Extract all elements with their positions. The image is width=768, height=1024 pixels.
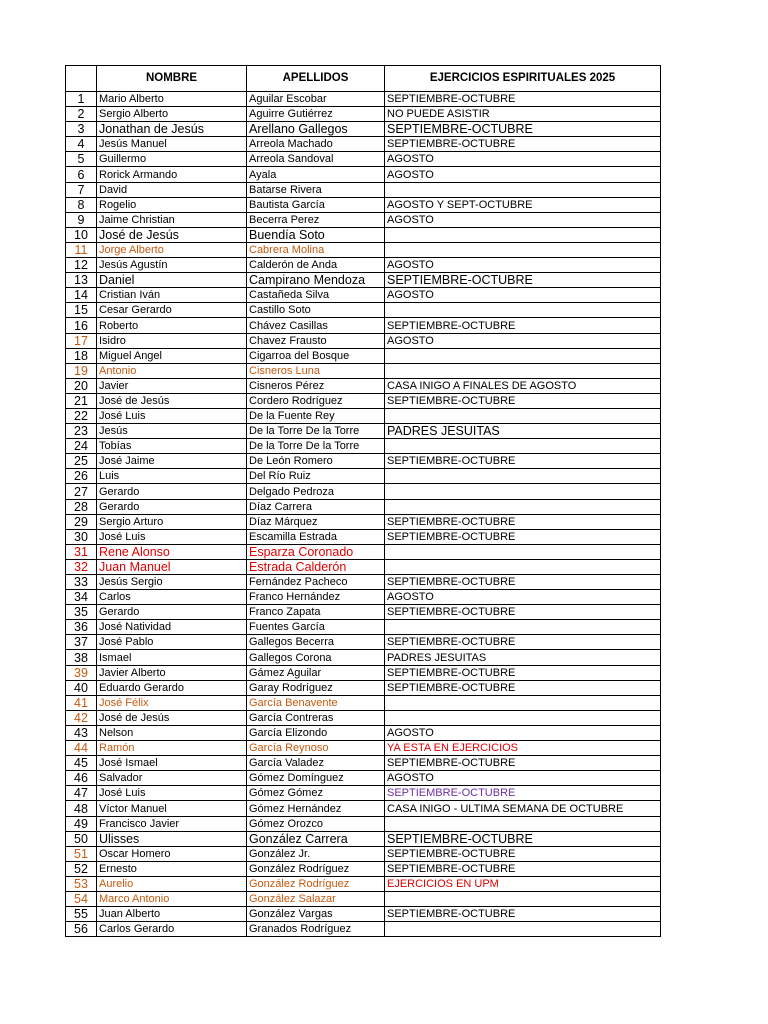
ejercicios-cell[interactable]: EJERCICIOS EN UPM (385, 876, 661, 891)
row-number-cell[interactable]: 50 (66, 831, 97, 846)
row-number-cell[interactable]: 13 (66, 273, 97, 288)
nombre-cell[interactable]: Daniel (97, 273, 247, 288)
apellidos-cell[interactable]: Arellano Gallegos (247, 122, 385, 137)
nombre-cell[interactable]: José Pablo (97, 635, 247, 650)
ejercicios-cell[interactable]: AGOSTO (385, 288, 661, 303)
ejercicios-cell[interactable] (385, 695, 661, 710)
row-number-cell[interactable]: 21 (66, 393, 97, 408)
nombre-cell[interactable]: José Luis (97, 408, 247, 423)
nombre-cell[interactable]: Guillermo (97, 152, 247, 167)
nombre-cell[interactable]: Tobías (97, 439, 247, 454)
apellidos-cell[interactable]: García Benavente (247, 695, 385, 710)
table-row (66, 861, 661, 876)
table-row (66, 620, 661, 635)
nombre-cell[interactable]: Jesús Manuel (97, 137, 247, 152)
table-row (66, 273, 661, 288)
nombre-cell[interactable]: José Luis (97, 529, 247, 544)
nombre-cell[interactable]: Jesús (97, 424, 247, 439)
ejercicios-cell[interactable]: SEPTIEMBRE-OCTUBRE (385, 393, 661, 408)
ejercicios-cell[interactable]: SEPTIEMBRE-OCTUBRE (385, 846, 661, 861)
apellidos-cell[interactable]: Chavez Frausto (247, 333, 385, 348)
apellidos-cell[interactable]: González Jr. (247, 846, 385, 861)
nombre-cell[interactable]: Gerardo (97, 499, 247, 514)
apellidos-cell[interactable]: Aguilar Escobar (247, 92, 385, 107)
apellidos-cell[interactable]: Fuentes García (247, 620, 385, 635)
apellidos-cell[interactable]: Gallegos Corona (247, 650, 385, 665)
header-number[interactable] (66, 66, 97, 92)
apellidos-cell[interactable]: Fernández Pacheco (247, 575, 385, 590)
ejercicios-cell[interactable]: CASA INIGO A FINALES DE AGOSTO (385, 378, 661, 393)
table-row (66, 424, 661, 439)
row-number-cell[interactable]: 33 (66, 575, 97, 590)
table-row (66, 303, 661, 318)
table-row (66, 907, 661, 922)
row-number-cell[interactable]: 45 (66, 756, 97, 771)
table-row (66, 710, 661, 725)
row-number-cell[interactable]: 16 (66, 318, 97, 333)
ejercicios-cell[interactable]: AGOSTO (385, 212, 661, 227)
apellidos-cell[interactable]: Escamilla Estrada (247, 529, 385, 544)
apellidos-cell[interactable]: Campirano Mendoza (247, 273, 385, 288)
nombre-cell[interactable]: José Natividad (97, 620, 247, 635)
apellidos-cell[interactable]: Cisneros Pérez (247, 378, 385, 393)
nombre-cell[interactable]: David (97, 182, 247, 197)
nombre-cell[interactable]: José Jaime (97, 454, 247, 469)
table-row (66, 484, 661, 499)
nombre-cell[interactable]: Mario Alberto (97, 92, 247, 107)
apellidos-cell[interactable]: García Contreras (247, 710, 385, 725)
table-row (66, 348, 661, 363)
table-row (66, 575, 661, 590)
ejercicios-cell[interactable] (385, 408, 661, 423)
ejercicios-cell[interactable] (385, 182, 661, 197)
nombre-cell[interactable]: Juan Manuel (97, 559, 247, 574)
ejercicios-cell[interactable] (385, 544, 661, 559)
ejercicios-cell[interactable]: SEPTIEMBRE-OCTUBRE (385, 635, 661, 650)
table-row (66, 167, 661, 182)
row-number-cell[interactable]: 18 (66, 348, 97, 363)
row-number-cell[interactable]: 29 (66, 514, 97, 529)
table-row (66, 212, 661, 227)
row-number-cell[interactable]: 31 (66, 544, 97, 559)
ejercicios-cell[interactable] (385, 484, 661, 499)
ejercicios-cell[interactable]: SEPTIEMBRE-OCTUBRE (385, 514, 661, 529)
row-number-cell[interactable]: 41 (66, 695, 97, 710)
table-row (66, 152, 661, 167)
ejercicios-cell[interactable]: SEPTIEMBRE-OCTUBRE (385, 122, 661, 137)
nombre-cell[interactable]: Rogelio (97, 197, 247, 212)
nombre-cell[interactable]: Jaime Christian (97, 212, 247, 227)
table-row (66, 756, 661, 771)
nombre-cell[interactable]: Nelson (97, 725, 247, 740)
apellidos-cell[interactable]: Cordero Rodríguez (247, 393, 385, 408)
nombre-cell[interactable]: Marco Antonio (97, 891, 247, 906)
ejercicios-cell[interactable]: NO PUEDE ASISTIR (385, 107, 661, 122)
apellidos-cell[interactable]: Ayala (247, 167, 385, 182)
apellidos-cell[interactable]: Garay Rodríguez (247, 680, 385, 695)
ejercicios-cell[interactable]: AGOSTO (385, 167, 661, 182)
nombre-cell[interactable]: Eduardo Gerardo (97, 680, 247, 695)
table-row (66, 393, 661, 408)
header-nombre[interactable]: NOMBRE (97, 66, 247, 92)
ejercicios-cell[interactable] (385, 439, 661, 454)
row-number-cell[interactable]: 14 (66, 288, 97, 303)
row-number-cell[interactable]: 5 (66, 152, 97, 167)
ejercicios-cell[interactable]: SEPTIEMBRE-OCTUBRE (385, 907, 661, 922)
table-row (66, 816, 661, 831)
ejercicios-cell[interactable]: SEPTIEMBRE-OCTUBRE (385, 786, 661, 801)
ejercicios-cell[interactable] (385, 348, 661, 363)
table-row (66, 786, 661, 801)
table-row (66, 197, 661, 212)
apellidos-cell[interactable]: González Carrera (247, 831, 385, 846)
row-number-cell[interactable]: 25 (66, 454, 97, 469)
apellidos-cell[interactable]: Gómez Gómez (247, 786, 385, 801)
apellidos-cell[interactable]: Gallegos Becerra (247, 635, 385, 650)
nombre-cell[interactable]: Cesar Gerardo (97, 303, 247, 318)
apellidos-cell[interactable]: González Rodríguez (247, 876, 385, 891)
nombre-cell[interactable]: Miguel Angel (97, 348, 247, 363)
row-number-cell[interactable]: 35 (66, 605, 97, 620)
nombre-cell[interactable]: José de Jesús (97, 710, 247, 725)
apellidos-cell[interactable]: Franco Zapata (247, 605, 385, 620)
ejercicios-cell[interactable]: CASA INIGO - ULTIMA SEMANA DE OCTUBRE (385, 801, 661, 816)
table-row (66, 378, 661, 393)
nombre-cell[interactable]: Javier Alberto (97, 665, 247, 680)
apellidos-cell[interactable]: De la Torre De la Torre (247, 424, 385, 439)
ejercicios-cell[interactable] (385, 469, 661, 484)
apellidos-cell[interactable]: González Vargas (247, 907, 385, 922)
table-row (66, 891, 661, 906)
ejercicios-cell[interactable]: AGOSTO (385, 590, 661, 605)
table-row (66, 333, 661, 348)
nombre-cell[interactable]: Aurelio (97, 876, 247, 891)
apellidos-cell[interactable]: Arreola Machado (247, 137, 385, 152)
row-number-cell[interactable]: 22 (66, 408, 97, 423)
nombre-cell[interactable]: Luis (97, 469, 247, 484)
ejercicios-cell[interactable] (385, 242, 661, 257)
apellidos-cell[interactable]: Arreola Sandoval (247, 152, 385, 167)
table-row (66, 514, 661, 529)
table-row (66, 846, 661, 861)
apellidos-cell[interactable]: Gómez Hernández (247, 801, 385, 816)
nombre-cell[interactable]: José Félix (97, 695, 247, 710)
apellidos-cell[interactable]: Díaz Márquez (247, 514, 385, 529)
apellidos-cell[interactable]: Cisneros Luna (247, 363, 385, 378)
table-row (66, 605, 661, 620)
ejercicios-cell[interactable]: AGOSTO (385, 258, 661, 273)
ejercicios-cell[interactable]: SEPTIEMBRE-OCTUBRE (385, 680, 661, 695)
row-number-cell[interactable]: 3 (66, 122, 97, 137)
row-number-cell[interactable]: 19 (66, 363, 97, 378)
row-number-cell[interactable]: 26 (66, 469, 97, 484)
apellidos-cell[interactable]: Castañeda Silva (247, 288, 385, 303)
nombre-cell[interactable]: José de Jesús (97, 393, 247, 408)
apellidos-cell[interactable]: García Reynoso (247, 741, 385, 756)
ejercicios-cell[interactable]: AGOSTO (385, 333, 661, 348)
row-number-cell[interactable]: 43 (66, 725, 97, 740)
apellidos-cell[interactable]: Bautista García (247, 197, 385, 212)
apellidos-cell[interactable]: González Salazar (247, 891, 385, 906)
ejercicios-cell[interactable] (385, 816, 661, 831)
table-row (66, 258, 661, 273)
row-number-cell[interactable]: 2 (66, 107, 97, 122)
apellidos-cell[interactable]: Calderón de Anda (247, 258, 385, 273)
apellidos-cell[interactable]: García Valadez (247, 756, 385, 771)
header-row (66, 66, 661, 92)
nombre-cell[interactable]: Antonio (97, 363, 247, 378)
table-row (66, 439, 661, 454)
apellidos-cell[interactable]: Gómez Domínguez (247, 771, 385, 786)
ejercicios-cell[interactable]: SEPTIEMBRE-OCTUBRE (385, 273, 661, 288)
table-row (66, 801, 661, 816)
table-row (66, 559, 661, 574)
row-number-cell[interactable]: 27 (66, 484, 97, 499)
table-row (66, 227, 661, 242)
table-row (66, 650, 661, 665)
ejercicios-cell[interactable]: PADRES JESUITAS (385, 424, 661, 439)
nombre-cell[interactable]: Sergio Alberto (97, 107, 247, 122)
apellidos-cell[interactable]: Díaz Carrera (247, 499, 385, 514)
table-row (66, 107, 661, 122)
apellidos-cell[interactable]: Estrada Calderón (247, 559, 385, 574)
row-number-cell[interactable]: 49 (66, 816, 97, 831)
table-row (66, 876, 661, 891)
row-number-cell[interactable]: 17 (66, 333, 97, 348)
table-row (66, 242, 661, 257)
row-number-cell[interactable]: 4 (66, 137, 97, 152)
row-number-cell[interactable]: 42 (66, 710, 97, 725)
row-number-cell[interactable]: 28 (66, 499, 97, 514)
nombre-cell[interactable]: Jorge Alberto (97, 242, 247, 257)
row-number-cell[interactable]: 46 (66, 771, 97, 786)
ejercicios-cell[interactable]: SEPTIEMBRE-OCTUBRE (385, 665, 661, 680)
row-number-cell[interactable]: 10 (66, 227, 97, 242)
ejercicios-cell[interactable] (385, 710, 661, 725)
row-number-cell[interactable]: 51 (66, 846, 97, 861)
apellidos-cell[interactable]: Batarse Rivera (247, 182, 385, 197)
ejercicios-cell[interactable]: SEPTIEMBRE-OCTUBRE (385, 756, 661, 771)
table-row (66, 529, 661, 544)
row-number-cell[interactable]: 38 (66, 650, 97, 665)
nombre-cell[interactable]: Sergio Arturo (97, 514, 247, 529)
nombre-cell[interactable]: Javier (97, 378, 247, 393)
ejercicios-cell[interactable] (385, 499, 661, 514)
row-number-cell[interactable]: 52 (66, 861, 97, 876)
apellidos-cell[interactable]: Franco Hernández (247, 590, 385, 605)
row-number-cell[interactable]: 6 (66, 167, 97, 182)
nombre-cell[interactable]: Jesús Sergio (97, 575, 247, 590)
ejercicios-cell[interactable] (385, 363, 661, 378)
table-row (66, 922, 661, 937)
nombre-cell[interactable]: José de Jesús (97, 227, 247, 242)
apellidos-cell[interactable]: Granados Rodríguez (247, 922, 385, 937)
nombre-cell[interactable]: Rorick Armando (97, 167, 247, 182)
ejercicios-cell[interactable]: SEPTIEMBRE-OCTUBRE (385, 137, 661, 152)
ejercicios-cell[interactable]: YA ESTA EN EJERCICIOS (385, 741, 661, 756)
table-row (66, 408, 661, 423)
row-number-cell[interactable]: 55 (66, 907, 97, 922)
table-row (66, 122, 661, 137)
table-row (66, 288, 661, 303)
apellidos-cell[interactable]: Esparza Coronado (247, 544, 385, 559)
table-row (66, 725, 661, 740)
table-row (66, 544, 661, 559)
row-number-cell[interactable]: 36 (66, 620, 97, 635)
table-row (66, 695, 661, 710)
row-number-cell[interactable]: 37 (66, 635, 97, 650)
apellidos-cell[interactable]: Delgado Pedroza (247, 484, 385, 499)
apellidos-cell[interactable]: De León Romero (247, 454, 385, 469)
ejercicios-cell[interactable]: SEPTIEMBRE-OCTUBRE (385, 575, 661, 590)
nombre-cell[interactable]: Roberto (97, 318, 247, 333)
table-row (66, 680, 661, 695)
row-number-cell[interactable]: 32 (66, 559, 97, 574)
table-row (66, 635, 661, 650)
table-row (66, 590, 661, 605)
nombre-cell[interactable]: Oscar Homero (97, 846, 247, 861)
ejercicios-cell[interactable]: SEPTIEMBRE-OCTUBRE (385, 831, 661, 846)
ejercicios-cell[interactable]: SEPTIEMBRE-OCTUBRE (385, 861, 661, 876)
apellidos-cell[interactable]: De la Fuente Rey (247, 408, 385, 423)
table-row (66, 182, 661, 197)
table-row (66, 499, 661, 514)
nombre-cell[interactable]: Ismael (97, 650, 247, 665)
ejercicios-cell[interactable] (385, 559, 661, 574)
table-row (66, 831, 661, 846)
apellidos-cell[interactable]: Castillo Soto (247, 303, 385, 318)
row-number-cell[interactable]: 1 (66, 92, 97, 107)
apellidos-cell[interactable]: Buendía Soto (247, 227, 385, 242)
nombre-cell[interactable]: Cristian Iván (97, 288, 247, 303)
row-number-cell[interactable]: 44 (66, 741, 97, 756)
nombre-cell[interactable]: Rene Alonso (97, 544, 247, 559)
row-number-cell[interactable]: 24 (66, 439, 97, 454)
ejercicios-cell[interactable]: PADRES JESUITAS (385, 650, 661, 665)
ejercicios-cell[interactable]: AGOSTO (385, 725, 661, 740)
nombre-cell[interactable]: Ulisses (97, 831, 247, 846)
apellidos-cell[interactable]: Chávez Casillas (247, 318, 385, 333)
table-row (66, 771, 661, 786)
ejercicios-cell[interactable]: AGOSTO (385, 152, 661, 167)
row-number-cell[interactable]: 48 (66, 801, 97, 816)
table-row (66, 741, 661, 756)
apellidos-cell[interactable]: Gámez Aguilar (247, 665, 385, 680)
apellidos-cell[interactable]: García Elizondo (247, 725, 385, 740)
nombre-cell[interactable]: Isidro (97, 333, 247, 348)
row-number-cell[interactable]: 11 (66, 242, 97, 257)
nombre-cell[interactable]: Jesús Agustín (97, 258, 247, 273)
nombre-cell[interactable]: Ramón (97, 741, 247, 756)
row-number-cell[interactable]: 8 (66, 197, 97, 212)
row-number-cell[interactable]: 54 (66, 891, 97, 906)
nombre-cell[interactable]: Salvador (97, 771, 247, 786)
apellidos-cell[interactable]: Gómez Orozco (247, 816, 385, 831)
nombre-cell[interactable]: Juan Alberto (97, 907, 247, 922)
table-row (66, 92, 661, 107)
nombre-cell[interactable]: Francisco Javier (97, 816, 247, 831)
header-apellidos[interactable]: APELLIDOS (247, 66, 385, 92)
nombre-cell[interactable]: José Luis (97, 786, 247, 801)
retreat-list-table (65, 65, 661, 937)
row-number-cell[interactable]: 56 (66, 922, 97, 937)
ejercicios-cell[interactable]: AGOSTO Y SEPT-OCTUBRE (385, 197, 661, 212)
apellidos-cell[interactable]: Cigarroa del Bosque (247, 348, 385, 363)
apellidos-cell[interactable]: Del Río Ruiz (247, 469, 385, 484)
ejercicios-cell[interactable] (385, 922, 661, 937)
nombre-cell[interactable]: Carlos (97, 590, 247, 605)
table-row (66, 454, 661, 469)
nombre-cell[interactable]: Gerardo (97, 484, 247, 499)
nombre-cell[interactable]: Carlos Gerardo (97, 922, 247, 937)
ejercicios-cell[interactable]: SEPTIEMBRE-OCTUBRE (385, 529, 661, 544)
row-number-cell[interactable]: 15 (66, 303, 97, 318)
row-number-cell[interactable]: 47 (66, 786, 97, 801)
ejercicios-cell[interactable]: AGOSTO (385, 771, 661, 786)
apellidos-cell[interactable]: Cabrera Molina (247, 242, 385, 257)
row-number-cell[interactable]: 23 (66, 424, 97, 439)
row-number-cell[interactable]: 40 (66, 680, 97, 695)
nombre-cell[interactable]: José Ismael (97, 756, 247, 771)
ejercicios-cell[interactable] (385, 891, 661, 906)
ejercicios-cell[interactable]: SEPTIEMBRE-OCTUBRE (385, 318, 661, 333)
row-number-cell[interactable]: 53 (66, 876, 97, 891)
nombre-cell[interactable]: Ernesto (97, 861, 247, 876)
row-number-cell[interactable]: 9 (66, 212, 97, 227)
nombre-cell[interactable]: Víctor Manuel (97, 801, 247, 816)
ejercicios-cell[interactable] (385, 620, 661, 635)
ejercicios-cell[interactable]: SEPTIEMBRE-OCTUBRE (385, 454, 661, 469)
table-row (66, 665, 661, 680)
apellidos-cell[interactable]: Aguirre Gutiérrez (247, 107, 385, 122)
ejercicios-cell[interactable]: SEPTIEMBRE-OCTUBRE (385, 605, 661, 620)
row-number-cell[interactable]: 12 (66, 258, 97, 273)
apellidos-cell[interactable]: De la Torre De la Torre (247, 439, 385, 454)
table-row (66, 363, 661, 378)
row-number-cell[interactable]: 39 (66, 665, 97, 680)
row-number-cell[interactable]: 30 (66, 529, 97, 544)
apellidos-cell[interactable]: González Rodríguez (247, 861, 385, 876)
header-ejercicios[interactable]: EJERCICIOS ESPIRITUALES 2025 (385, 66, 661, 92)
ejercicios-cell[interactable] (385, 303, 661, 318)
apellidos-cell[interactable]: Becerra Perez (247, 212, 385, 227)
ejercicios-cell[interactable] (385, 227, 661, 242)
row-number-cell[interactable]: 20 (66, 378, 97, 393)
nombre-cell[interactable]: Gerardo (97, 605, 247, 620)
nombre-cell[interactable]: Jonathan de Jesús (97, 122, 247, 137)
row-number-cell[interactable]: 7 (66, 182, 97, 197)
table-row (66, 469, 661, 484)
table-row (66, 318, 661, 333)
table-row (66, 137, 661, 152)
ejercicios-cell[interactable]: SEPTIEMBRE-OCTUBRE (385, 92, 661, 107)
row-number-cell[interactable]: 34 (66, 590, 97, 605)
